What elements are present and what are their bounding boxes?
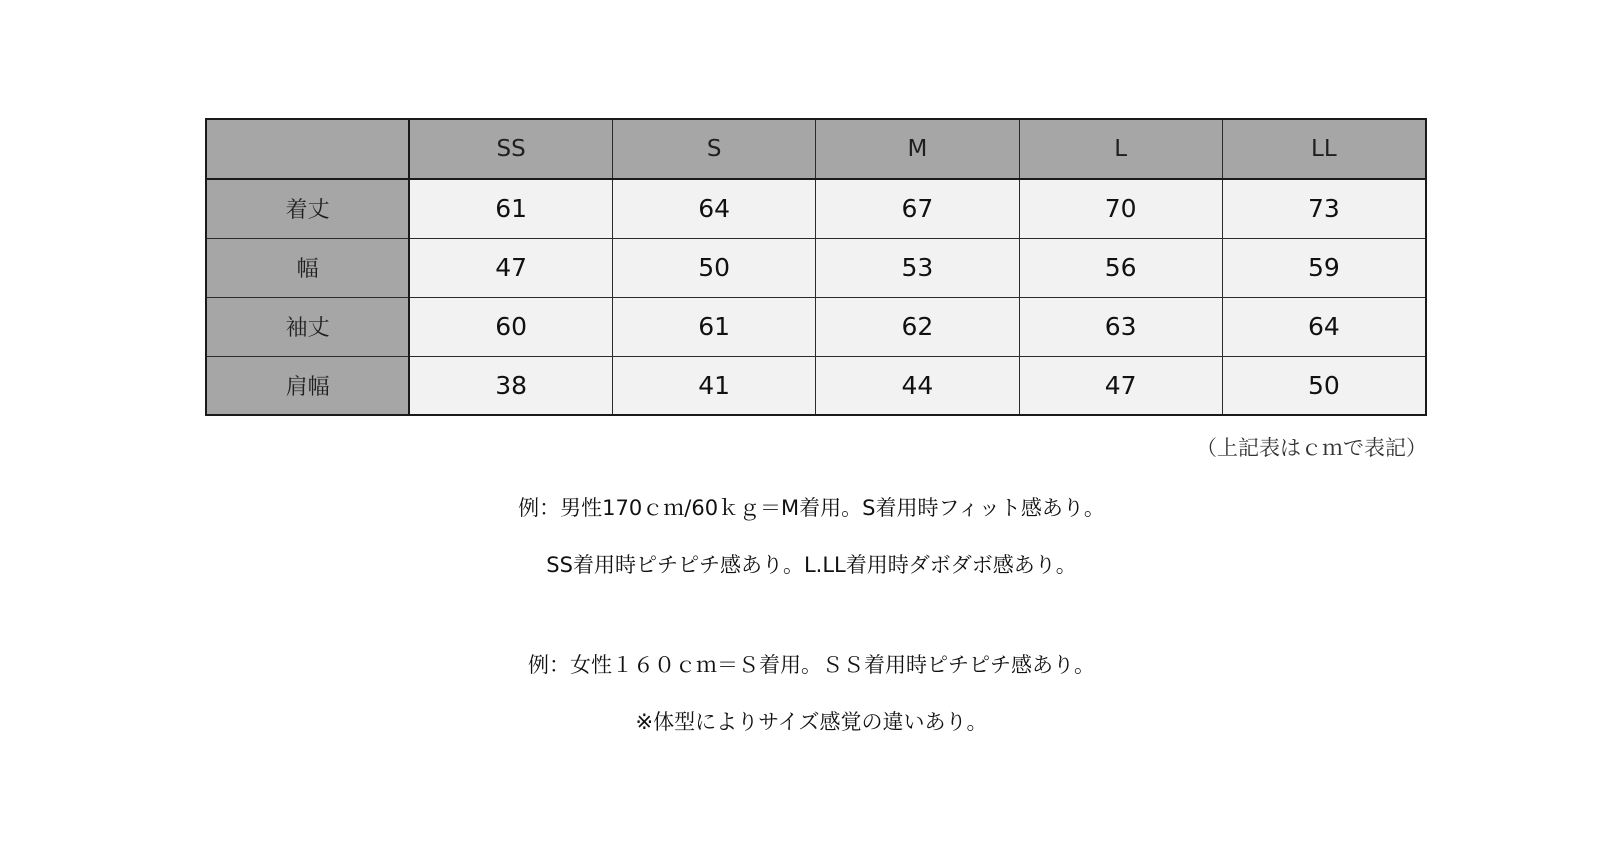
- corner-cell: [206, 119, 409, 179]
- male-example-line-1: 例：男性170ｃｍ/60ｋｇ＝M着用。S着用時フィット感あり。: [518, 496, 1105, 520]
- table-cell: 38: [409, 356, 612, 415]
- table-cell: 47: [409, 238, 612, 297]
- table-cell: 50: [613, 238, 816, 297]
- table-cell: 53: [816, 238, 1019, 297]
- table-cell: 59: [1222, 238, 1426, 297]
- table-cell: 61: [613, 297, 816, 356]
- size-header-ss: SS: [409, 119, 612, 179]
- table-cell: 50: [1222, 356, 1426, 415]
- table-cell: 44: [816, 356, 1019, 415]
- size-chart-table: [205, 118, 1427, 416]
- row-label-shoulder: 肩幅: [206, 356, 409, 415]
- table-cell: 61: [409, 179, 612, 238]
- table-cell: 62: [816, 297, 1019, 356]
- size-header-ll: LL: [1222, 119, 1426, 179]
- row-label-length: 着丈: [206, 179, 409, 238]
- row-label-sleeve: 袖丈: [206, 297, 409, 356]
- table-cell: 73: [1222, 179, 1426, 238]
- table-cell: 64: [613, 179, 816, 238]
- unit-note: （上記表はｃｍで表記）: [1196, 436, 1427, 460]
- table-cell: 41: [613, 356, 816, 415]
- table-cell: 70: [1019, 179, 1222, 238]
- table-cell: 56: [1019, 238, 1222, 297]
- male-example-line-2: SS着用時ピチピチ感あり。L.LL着用時ダボダボ感あり。: [546, 553, 1077, 577]
- table-row: [206, 356, 1426, 415]
- size-header-l: L: [1019, 119, 1222, 179]
- table-cell: 64: [1222, 297, 1426, 356]
- table-row: [206, 297, 1426, 356]
- table-cell: 47: [1019, 356, 1222, 415]
- table-cell: 67: [816, 179, 1019, 238]
- female-example-line: 例：女性１６０ｃｍ＝Ｓ着用。ＳＳ着用時ピチピチ感あり。: [528, 653, 1095, 677]
- size-header-s: S: [613, 119, 816, 179]
- table-cell: 63: [1019, 297, 1222, 356]
- table-cell: 60: [409, 297, 612, 356]
- size-header-m: M: [816, 119, 1019, 179]
- fit-disclaimer: ※体型によりサイズ感覚の違いあり。: [635, 710, 988, 734]
- header-row: [206, 119, 1426, 179]
- table-row: [206, 179, 1426, 238]
- table-row: [206, 238, 1426, 297]
- row-label-width: 幅: [206, 238, 409, 297]
